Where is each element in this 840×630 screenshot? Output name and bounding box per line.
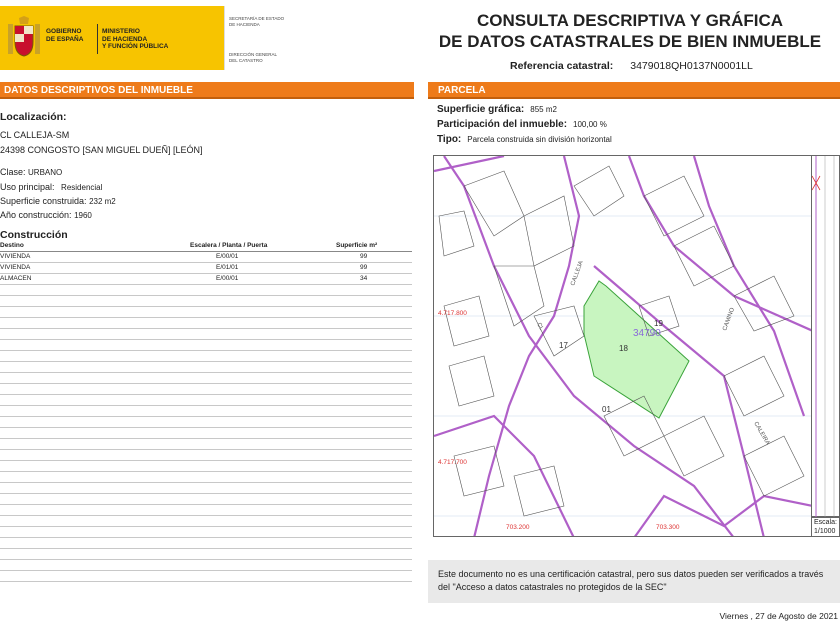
participacion-label: Participación del inmueble: [437, 119, 568, 130]
participacion-value: 100,00 % [573, 120, 607, 129]
table-rule [0, 427, 412, 428]
street-label: CL [535, 322, 545, 332]
table-rule [0, 328, 412, 329]
logo-ministerio-text: MINISTERIO DE HACIENDA Y FUNCIÓN PÚBLICA [102, 28, 169, 50]
section-bar-datos: DATOS DESCRIPTIVOS DEL INMUEBLE [0, 82, 414, 99]
lot-label-17: 17 [559, 341, 568, 350]
row-escalera: E/01/01 [216, 264, 239, 271]
cadastral-map [433, 155, 812, 537]
table-rule [0, 317, 412, 318]
table-rule [0, 295, 412, 296]
ref-label: Referencia catastral: [510, 60, 614, 72]
referencia-catastral [510, 60, 753, 72]
sup-grafica-row [437, 104, 557, 115]
gobierno-logo [0, 6, 224, 70]
clase-row [0, 167, 62, 177]
disclaimer-note: Este documento no es una certificación catastral, pero sus datos pueden ser verificados a través del "Acceso a datos catastrales no protegidos de la SEC" [428, 560, 840, 603]
table-rule [0, 416, 412, 417]
coord-label: 703.200 [506, 524, 530, 531]
uso-row [0, 182, 102, 192]
coord-label: 4.717.800 [438, 310, 467, 317]
table-rule [0, 405, 412, 406]
map-drawing [434, 156, 812, 537]
table-rule [0, 339, 412, 340]
lot-label-18: 18 [619, 344, 628, 353]
parcel-number: 34790 [633, 328, 661, 339]
table-rule [0, 493, 412, 494]
table-rule [0, 570, 412, 571]
table-rule [0, 515, 412, 516]
row-superficie: 99 [360, 264, 368, 271]
row-destino: VIVIENDA [0, 253, 31, 260]
secretaria-text: SECRETARÍA DE ESTADO DE HACIENDA [229, 16, 285, 27]
table-rule [0, 306, 412, 307]
col-superficie: Superficie m² [336, 242, 378, 249]
sup-grafica-value: 855 m2 [530, 105, 557, 114]
table-row [0, 275, 414, 283]
document-title [420, 10, 840, 52]
lot-label-19: 19 [654, 319, 663, 328]
map-scale [812, 517, 840, 537]
table-rule [0, 350, 412, 351]
localizacion-label: Localización: [0, 111, 67, 123]
coord-label: 703.300 [656, 524, 680, 531]
table-rule [0, 460, 412, 461]
direccion-text: DIRECCIÓN GENERAL DEL CATASTRO [229, 52, 278, 63]
table-rule [0, 482, 412, 483]
tipo-value: Parcela construida sin división horizontal [467, 135, 612, 144]
table-rule [0, 284, 412, 285]
uso-value: Residencial [61, 183, 103, 192]
table-rule [0, 537, 412, 538]
ref-value: 3479018QH0137N0001LL [630, 60, 753, 72]
logo-separator [97, 24, 98, 54]
superficie-row [0, 196, 116, 206]
street-label: CAMINO [722, 307, 737, 332]
col-destino: Destino [0, 242, 24, 249]
row-superficie: 34 [360, 275, 368, 282]
document-date: Viernes , 27 de Agosto de 2021 [719, 611, 838, 621]
street-label: CALLEJA [570, 260, 585, 287]
logo-gobierno-text: GOBIERNO DE ESPAÑA [46, 28, 84, 43]
lot-label-01: 01 [602, 405, 611, 414]
table-row [0, 264, 414, 272]
participacion-row [437, 119, 607, 130]
coat-of-arms-icon [6, 16, 42, 62]
map-legend [812, 155, 840, 517]
tipo-row [437, 134, 612, 145]
title-line-2: DE DATOS CATASTRALES DE BIEN INMUEBLE [438, 32, 822, 51]
col-escalera: Escalera / Planta / Puerta [190, 242, 268, 249]
table-rule [0, 559, 412, 560]
superficie-label: Superficie construida: [0, 196, 87, 206]
legend-drawing [812, 156, 840, 518]
table-rule [0, 251, 412, 252]
tipo-label: Tipo: [437, 134, 462, 145]
table-rule [0, 548, 412, 549]
table-rule [0, 526, 412, 527]
table-row [0, 253, 414, 261]
table-rule [0, 273, 412, 274]
clase-value: URBANO [28, 168, 63, 177]
table-rule [0, 372, 412, 373]
anio-value: 1960 [74, 211, 92, 220]
clase-label: Clase: [0, 167, 26, 177]
address-line-2: 24398 CONGOSTO [SAN MIGUEL DUEÑ] [LEÓN] [0, 145, 203, 155]
sup-grafica-label: Superficie gráfica: [437, 104, 525, 115]
row-superficie: 99 [360, 253, 368, 260]
anio-label: Año construcción: [0, 210, 72, 220]
superficie-value: 232 m2 [89, 197, 116, 206]
address-line-1: CL CALLEJA-SM [0, 130, 70, 140]
street-label: CALEIRA [752, 421, 771, 447]
table-rule [0, 504, 412, 505]
row-destino: ALMACEN [0, 275, 32, 282]
row-escalera: E/00/01 [216, 253, 239, 260]
title-line-1: CONSULTA DESCRIPTIVA Y GRÁFICA [476, 11, 784, 30]
table-rule [0, 581, 412, 582]
table-rule [0, 438, 412, 439]
secretaria-box [224, 6, 294, 70]
table-rule [0, 449, 412, 450]
section-bar-parcela: PARCELA [428, 82, 840, 99]
table-rule [0, 262, 412, 263]
scale-value: 1/1000 [814, 528, 836, 535]
table-rule [0, 383, 412, 384]
construccion-label: Construcción [0, 229, 68, 241]
coord-label: 4.717.700 [438, 459, 467, 466]
anio-row [0, 210, 92, 220]
row-escalera: E/00/01 [216, 275, 239, 282]
table-rule [0, 361, 412, 362]
uso-label: Uso principal: [0, 182, 55, 192]
table-rule [0, 471, 412, 472]
scale-label: Escala: [814, 519, 837, 526]
row-destino: VIVIENDA [0, 264, 31, 271]
table-rule [0, 394, 412, 395]
